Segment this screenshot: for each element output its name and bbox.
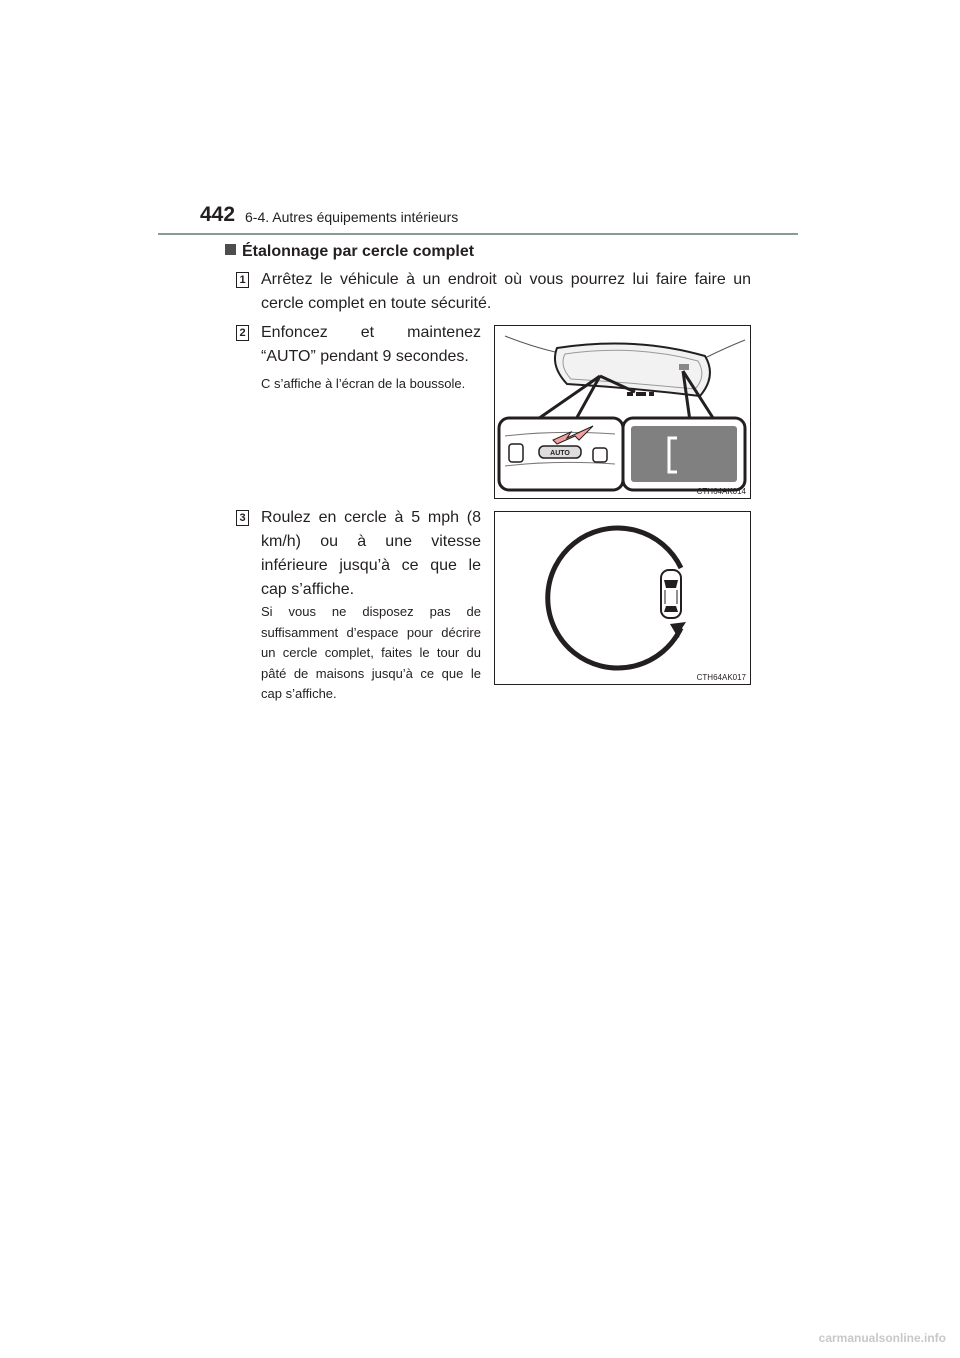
step-1-text: Arrêtez le véhicule à un endroit où vous pourrez lui faire faire un cercle complet en toute sécurité. — [261, 271, 751, 312]
section-title-text: Étalonnage par cercle complet — [242, 243, 475, 260]
chapter-title: 6-4. Autres équipements intérieurs — [245, 209, 459, 225]
figure-code-1: CTH64AK014 — [696, 487, 746, 496]
auto-button-label: AUTO — [550, 450, 570, 457]
circle-figure — [494, 511, 751, 685]
mirror-illustration — [495, 326, 750, 498]
footer-watermark: carmanualsonline.info — [818, 1331, 946, 1345]
step-3-text: Roulez en cercle à 5 mph (8 km/h) ou à une vitesse inférieure jusqu’à ce que le cap s’affiche. — [261, 509, 481, 598]
step-3-note: Si vous ne disposez pas de suffisamment d’espace pour décrire un cercle complet, faites le tour du pâté de maisons jusqu’à ce que le cap s’affiche. — [261, 604, 481, 701]
figure-code-2: CTH64AK017 — [696, 673, 746, 682]
step-1-badge: 1 — [236, 272, 249, 288]
car-icon — [661, 570, 681, 618]
step-2-note: C s’affiche à l’écran de la boussole. — [261, 376, 466, 391]
step-3-badge: 3 — [236, 510, 249, 526]
section-title — [225, 243, 474, 261]
header-rule — [158, 233, 798, 235]
page-number: 442 — [200, 203, 236, 226]
mirror-figure — [494, 325, 751, 499]
circle-drive-illustration — [495, 512, 750, 684]
step-2-badge: 2 — [236, 325, 249, 341]
section-square-icon — [225, 244, 236, 255]
step-2-text: Enfoncez et maintenez “AUTO” pendant 9 secondes. — [261, 324, 481, 365]
